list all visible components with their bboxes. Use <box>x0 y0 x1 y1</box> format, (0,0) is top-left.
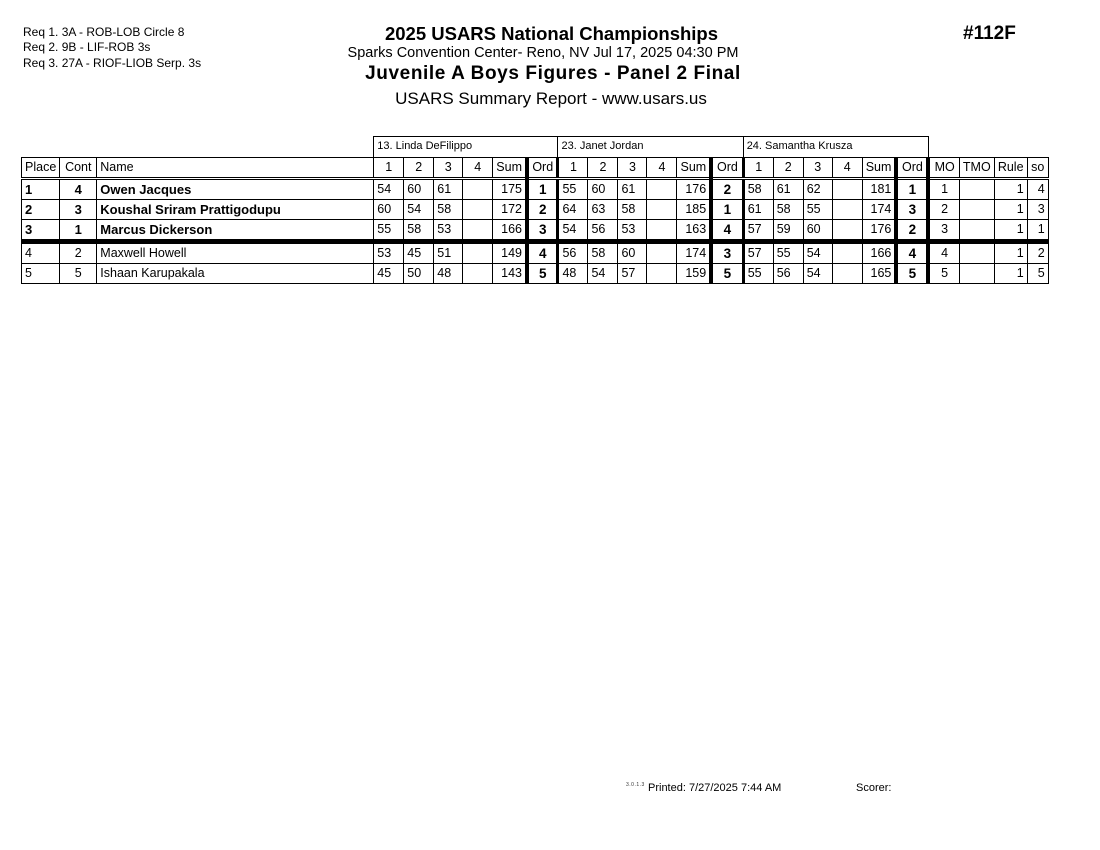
judge-2-score-4 <box>647 220 677 242</box>
version-mark: 3.0.1.3 <box>626 782 645 788</box>
mo-cell: 1 <box>928 179 959 200</box>
judge-3-score-1: 58 <box>743 179 773 200</box>
column-header-row <box>22 158 1049 179</box>
col-j1-4: 4 <box>463 158 493 179</box>
judge-1-sum: 172 <box>493 200 527 220</box>
judge-2-sum: 174 <box>677 242 711 264</box>
judge-3-ordinal: 1 <box>896 179 928 200</box>
judge-2-score-1: 56 <box>558 242 588 264</box>
cont-cell: 5 <box>60 264 97 284</box>
judge-2-score-3: 58 <box>618 200 647 220</box>
col-j3-1: 1 <box>743 158 773 179</box>
judge-3-ordinal: 5 <box>896 264 928 284</box>
judge-1-score-3: 51 <box>434 242 463 264</box>
judge-1-score-1: 60 <box>374 200 404 220</box>
judge-3-score-3: 54 <box>803 264 832 284</box>
mo-cell: 5 <box>928 264 959 284</box>
judge-1-score-2: 58 <box>404 220 434 242</box>
col-j2-sum: Sum <box>677 158 711 179</box>
tmo-cell <box>959 242 994 264</box>
judge-3-score-2: 55 <box>773 242 803 264</box>
col-j3-2: 2 <box>773 158 803 179</box>
requirement-3: Req 3. 27A - RIOF-LIOB Serp. 3s <box>23 56 202 70</box>
judge-1-score-1: 53 <box>374 242 404 264</box>
so-cell: 4 <box>1027 179 1048 200</box>
judge-2-score-4 <box>647 264 677 284</box>
judge-3-score-1: 55 <box>743 264 773 284</box>
judge-3-score-1: 61 <box>743 200 773 220</box>
judge-1-score-4 <box>463 220 493 242</box>
col-place: Place <box>22 158 60 179</box>
judge-1-score-1: 55 <box>374 220 404 242</box>
tmo-cell <box>959 220 994 242</box>
mo-cell: 2 <box>928 200 959 220</box>
mo-cell: 3 <box>928 220 959 242</box>
judge-2-sum: 159 <box>677 264 711 284</box>
table-row <box>22 242 1049 264</box>
rule-cell: 1 <box>994 264 1027 284</box>
judge-2-score-1: 55 <box>558 179 588 200</box>
judge-1-score-1: 54 <box>374 179 404 200</box>
col-cont: Cont <box>60 158 97 179</box>
judge-3-score-3: 54 <box>803 242 832 264</box>
tmo-cell <box>959 179 994 200</box>
col-j2-4: 4 <box>647 158 677 179</box>
place-cell: 3 <box>22 220 60 242</box>
col-j1-2: 2 <box>404 158 434 179</box>
col-rule: Rule <box>994 158 1027 179</box>
judge-1-score-3: 48 <box>434 264 463 284</box>
event-number: #112F <box>963 23 1016 44</box>
name-cell: Marcus Dickerson <box>97 220 374 242</box>
tmo-cell <box>959 264 994 284</box>
col-j1-sum: Sum <box>493 158 527 179</box>
place-cell: 2 <box>22 200 60 220</box>
judge-1-score-3: 58 <box>434 200 463 220</box>
mo-cell: 4 <box>928 242 959 264</box>
requirement-1: Req 1. 3A - ROB-LOB Circle 8 <box>23 25 185 39</box>
name-cell: Maxwell Howell <box>97 242 374 264</box>
judge-3-score-3: 62 <box>803 179 832 200</box>
judge-1-ordinal: 2 <box>527 200 558 220</box>
so-cell: 2 <box>1027 242 1048 264</box>
judge-3-score-4 <box>832 242 862 264</box>
judge-2-score-2: 56 <box>588 220 618 242</box>
results-body <box>22 179 1049 284</box>
judge-2-score-3: 61 <box>618 179 647 200</box>
judge-1-sum: 143 <box>493 264 527 284</box>
judge-1-ordinal: 3 <box>527 220 558 242</box>
col-so: so <box>1027 158 1048 179</box>
requirement-2: Req 2. 9B - LIF-ROB 3s <box>23 40 151 54</box>
judge-2-score-4 <box>647 179 677 200</box>
cont-cell: 3 <box>60 200 97 220</box>
judge-1-score-3: 61 <box>434 179 463 200</box>
judge-1-sum: 166 <box>493 220 527 242</box>
col-mo: MO <box>928 158 959 179</box>
col-tmo: TMO <box>959 158 994 179</box>
judge-2-score-2: 60 <box>588 179 618 200</box>
judge-3-ordinal: 3 <box>896 200 928 220</box>
judge-1-score-4 <box>463 200 493 220</box>
judge-3-score-4 <box>832 220 862 242</box>
table-row <box>22 200 1049 220</box>
judge-3-sum: 176 <box>862 220 896 242</box>
cont-cell: 4 <box>60 179 97 200</box>
judge-3-score-2: 58 <box>773 200 803 220</box>
judge-2-score-2: 54 <box>588 264 618 284</box>
col-j2-2: 2 <box>588 158 618 179</box>
judge-2-ordinal: 2 <box>711 179 743 200</box>
judge-2-score-3: 57 <box>618 264 647 284</box>
judge-3-sum: 165 <box>862 264 896 284</box>
judge-1-score-2: 54 <box>404 200 434 220</box>
judge-3-name: 24. Samantha Krusza <box>743 137 928 158</box>
so-cell: 1 <box>1027 220 1048 242</box>
judge-1-sum: 175 <box>493 179 527 200</box>
judge-2-ordinal: 5 <box>711 264 743 284</box>
col-j3-3: 3 <box>803 158 832 179</box>
judge-1-score-2: 45 <box>404 242 434 264</box>
col-j2-1: 1 <box>558 158 588 179</box>
judge-3-sum: 174 <box>862 200 896 220</box>
judge-3-score-2: 61 <box>773 179 803 200</box>
event-name: Juvenile A Boys Figures - Panel 2 Final <box>365 63 741 84</box>
place-cell: 4 <box>22 242 60 264</box>
judge-2-score-2: 58 <box>588 242 618 264</box>
rule-cell: 1 <box>994 179 1027 200</box>
report-name: USARS Summary Report - www.usars.us <box>395 89 707 108</box>
scorer-label: Scorer: <box>856 782 892 794</box>
rule-cell: 1 <box>994 220 1027 242</box>
judge-2-score-3: 60 <box>618 242 647 264</box>
judge-3-score-4 <box>832 179 862 200</box>
judge-1-score-3: 53 <box>434 220 463 242</box>
judge-1-ordinal: 1 <box>527 179 558 200</box>
judge-1-sum: 149 <box>493 242 527 264</box>
so-cell: 5 <box>1027 264 1048 284</box>
judge-3-score-3: 55 <box>803 200 832 220</box>
judge-1-score-1: 45 <box>374 264 404 284</box>
judge-2-ordinal: 3 <box>711 242 743 264</box>
judge-2-name: 23. Janet Jordan <box>558 137 743 158</box>
judge-3-score-1: 57 <box>743 220 773 242</box>
col-j1-1: 1 <box>374 158 404 179</box>
table-row <box>22 264 1049 284</box>
tmo-cell <box>959 200 994 220</box>
judge-1-score-2: 60 <box>404 179 434 200</box>
place-cell: 1 <box>22 179 60 200</box>
table-row <box>22 179 1049 200</box>
judge-2-ordinal: 1 <box>711 200 743 220</box>
judge-2-ordinal: 4 <box>711 220 743 242</box>
cont-cell: 1 <box>60 220 97 242</box>
col-j3-4: 4 <box>832 158 862 179</box>
place-cell: 5 <box>22 264 60 284</box>
name-cell: Owen Jacques <box>97 179 374 200</box>
venue-date: Sparks Convention Center- Reno, NV Jul 17, 2025 04:30 PM <box>347 45 739 61</box>
judge-2-sum: 185 <box>677 200 711 220</box>
judge-3-sum: 181 <box>862 179 896 200</box>
col-j3-ord: Ord <box>896 158 928 179</box>
judge-2-sum: 176 <box>677 179 711 200</box>
judge-1-score-4 <box>463 179 493 200</box>
judge-1-score-4 <box>463 264 493 284</box>
judge-1-score-4 <box>463 242 493 264</box>
judge-2-score-4 <box>647 242 677 264</box>
judge-3-score-2: 56 <box>773 264 803 284</box>
judge-3-sum: 166 <box>862 242 896 264</box>
rule-cell: 1 <box>994 242 1027 264</box>
so-cell: 3 <box>1027 200 1048 220</box>
competition-title: 2025 USARS National Championships <box>384 23 719 44</box>
col-j1-ord: Ord <box>527 158 558 179</box>
name-cell: Ishaan Karupakala <box>97 264 374 284</box>
name-cell: Koushal Sriram Prattigodupu <box>97 200 374 220</box>
judge-3-score-1: 57 <box>743 242 773 264</box>
judge-1-ordinal: 4 <box>527 242 558 264</box>
judge-header-row <box>22 137 1049 158</box>
judge-3-score-3: 60 <box>803 220 832 242</box>
rule-cell: 1 <box>994 200 1027 220</box>
judge-1-score-2: 50 <box>404 264 434 284</box>
col-j2-3: 3 <box>618 158 647 179</box>
col-j3-sum: Sum <box>862 158 896 179</box>
judge-3-ordinal: 2 <box>896 220 928 242</box>
col-j1-3: 3 <box>434 158 463 179</box>
table-row <box>22 220 1049 242</box>
printed-timestamp: Printed: 7/27/2025 7:44 AM <box>648 782 782 794</box>
judge-3-score-4 <box>832 200 862 220</box>
judge-2-score-1: 54 <box>558 220 588 242</box>
judge-2-score-4 <box>647 200 677 220</box>
judge-2-score-1: 48 <box>558 264 588 284</box>
judge-3-ordinal: 4 <box>896 242 928 264</box>
judge-3-score-4 <box>832 264 862 284</box>
col-name: Name <box>97 158 374 179</box>
judge-2-score-1: 64 <box>558 200 588 220</box>
results-table <box>21 136 1049 284</box>
cont-cell: 2 <box>60 242 97 264</box>
judge-2-sum: 163 <box>677 220 711 242</box>
col-j2-ord: Ord <box>711 158 743 179</box>
judge-2-score-3: 53 <box>618 220 647 242</box>
judge-1-name: 13. Linda DeFilippo <box>374 137 558 158</box>
judge-2-score-2: 63 <box>588 200 618 220</box>
judge-3-score-2: 59 <box>773 220 803 242</box>
judge-1-ordinal: 5 <box>527 264 558 284</box>
